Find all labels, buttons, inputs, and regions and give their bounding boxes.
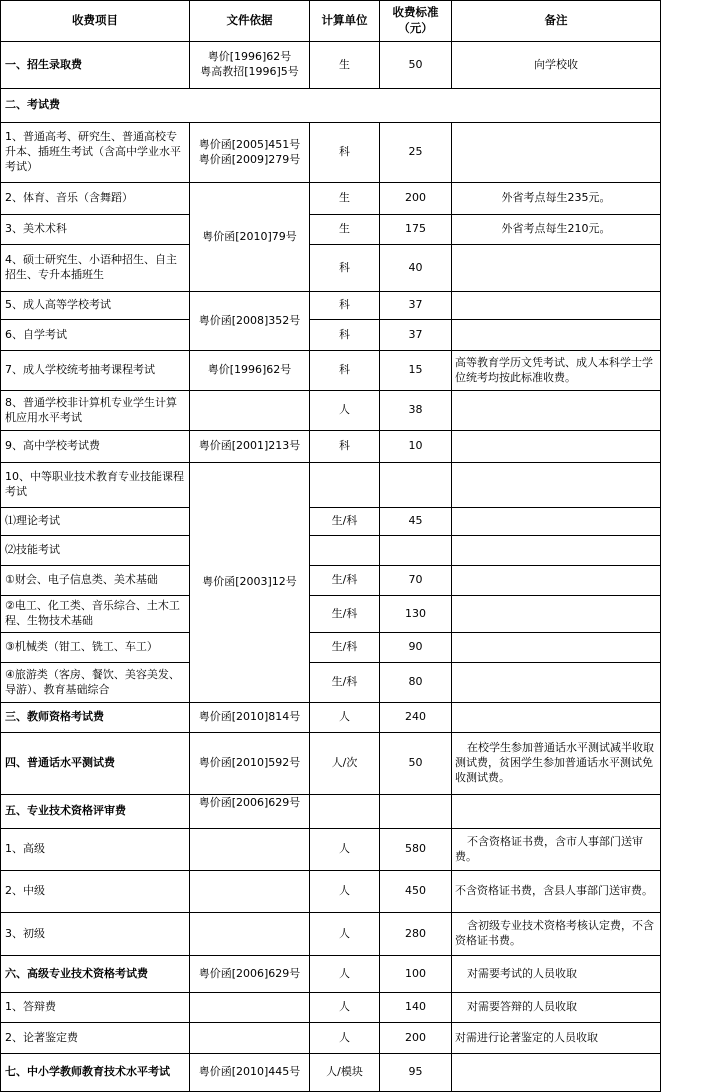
remark-cell: [452, 292, 661, 320]
standard-cell: 200: [380, 1023, 452, 1054]
remark-cell: [452, 596, 661, 633]
remark-cell: 对需要答辩的人员收取: [452, 993, 661, 1023]
remark-cell: 高等教育学历文凭考试、成人本科学士学位统考均按此标准收费。: [452, 351, 661, 391]
item-cell: ⑵技能考试: [1, 536, 190, 566]
standard-cell: 580: [380, 829, 452, 871]
item-cell: 五、专业技术资格评审费: [1, 795, 190, 829]
standard-cell: 38: [380, 391, 452, 431]
unit-cell: [310, 795, 380, 829]
item-cell: 2、中级: [1, 871, 190, 913]
standard-cell: [380, 795, 452, 829]
table-row: [1, 596, 661, 633]
standard-cell: 280: [380, 913, 452, 956]
item-cell: 六、高级专业技术资格考试费: [1, 956, 190, 993]
remark-cell: [452, 795, 661, 829]
table-row: [1, 536, 661, 566]
basis-cell: [190, 391, 310, 431]
table-row: [1, 391, 661, 431]
unit-cell: 科: [310, 320, 380, 351]
header-basis: 文件依据: [190, 1, 310, 42]
item-cell: 1、高级: [1, 829, 190, 871]
table-row: [1, 829, 661, 871]
table-row: [1, 215, 661, 245]
standard-cell: 15: [380, 351, 452, 391]
table-row: [1, 663, 661, 703]
unit-cell: 生/科: [310, 663, 380, 703]
header-remark: 备注: [452, 1, 661, 42]
item-cell: ④旅游类（客房、餐饮、美容美发、导游）、教育基础综合: [1, 663, 190, 703]
item-cell: 8、普通学校非计算机专业学生计算机应用水平考试: [1, 391, 190, 431]
table-row: [1, 1023, 661, 1054]
standard-cell: 50: [380, 42, 452, 89]
table-row: [1, 633, 661, 663]
item-cell: 6、自学考试: [1, 320, 190, 351]
remark-cell: 外省考点每生210元。: [452, 215, 661, 245]
unit-cell: 科: [310, 292, 380, 320]
unit-cell: 科: [310, 123, 380, 183]
unit-cell: 生/科: [310, 566, 380, 596]
standard-cell: 70: [380, 566, 452, 596]
remark-cell: [452, 1054, 661, 1092]
basis-cell: [190, 993, 310, 1023]
remark-cell: [452, 320, 661, 351]
item-cell: ③机械类（钳工、铣工、车工）: [1, 633, 190, 663]
standard-cell: 90: [380, 633, 452, 663]
unit-cell: 生/科: [310, 596, 380, 633]
unit-cell: 人/次: [310, 733, 380, 795]
table-row: [1, 292, 661, 320]
table-row: [1, 245, 661, 292]
table-row: [1, 871, 661, 913]
unit-cell: 人/模块: [310, 1054, 380, 1092]
section-row: [1, 89, 661, 123]
basis-cell: 粤价函[2010]592号: [190, 733, 310, 795]
basis-cell: [190, 829, 310, 871]
basis-cell: 粤价函[2001]213号: [190, 431, 310, 463]
remark-cell: 不含资格证书费，含市人事部门送审费。: [452, 829, 661, 871]
remark-cell: [452, 703, 661, 733]
table-row: [1, 431, 661, 463]
remark-cell: [452, 566, 661, 596]
basis-cell: 粤价[1996]62号 粤高教招[1996]5号: [190, 42, 310, 89]
remark-cell: [452, 431, 661, 463]
item-cell: 2、体育、音乐（含舞蹈）: [1, 183, 190, 215]
unit-cell: [310, 536, 380, 566]
remark-cell: [452, 391, 661, 431]
standard-cell: 450: [380, 871, 452, 913]
table-row: [1, 733, 661, 795]
standard-cell: 37: [380, 292, 452, 320]
unit-cell: 生: [310, 183, 380, 215]
basis-cell: 粤价函[2005]451号 粤价函[2009]279号: [190, 123, 310, 183]
item-cell: ⑴理论考试: [1, 508, 190, 536]
standard-cell: 45: [380, 508, 452, 536]
item-cell: 三、教师资格考试费: [1, 703, 190, 733]
unit-cell: 人: [310, 1023, 380, 1054]
unit-cell: 科: [310, 431, 380, 463]
table-row: [1, 566, 661, 596]
item-cell: 7、成人学校统考抽考课程考试: [1, 351, 190, 391]
table-row: [1, 703, 661, 733]
header-row: [1, 1, 661, 42]
item-cell: 2、论著鉴定费: [1, 1023, 190, 1054]
standard-cell: 80: [380, 663, 452, 703]
remark-cell: 对需要考试的人员收取: [452, 956, 661, 993]
item-cell: 10、中等职业技术教育专业技能课程考试: [1, 463, 190, 508]
table-row: [1, 508, 661, 536]
table-row: [1, 1054, 661, 1092]
remark-cell: [452, 633, 661, 663]
unit-cell: 生/科: [310, 633, 380, 663]
basis-cell: 粤价函[2010]79号: [190, 183, 310, 292]
unit-cell: 生: [310, 42, 380, 89]
section-heading: 二、考试费: [1, 89, 661, 123]
standard-cell: 25: [380, 123, 452, 183]
item-cell: 3、初级: [1, 913, 190, 956]
table-row: [1, 993, 661, 1023]
basis-cell: 粤价函[2006]629号: [190, 795, 310, 829]
unit-cell: [310, 463, 380, 508]
item-cell: 5、成人高等学校考试: [1, 292, 190, 320]
header-standard: 收费标准（元）: [380, 1, 452, 42]
table-row: [1, 42, 661, 89]
unit-cell: 科: [310, 245, 380, 292]
basis-cell: 粤价函[2006]629号: [190, 956, 310, 993]
unit-cell: 人: [310, 956, 380, 993]
unit-cell: 人: [310, 913, 380, 956]
remark-cell: [452, 245, 661, 292]
table-row: [1, 320, 661, 351]
basis-cell: 粤价函[2003]12号: [190, 463, 310, 703]
unit-cell: 人: [310, 703, 380, 733]
item-cell: 1、普通高考、研究生、普通高校专升本、插班生考试（含高中学业水平考试）: [1, 123, 190, 183]
remark-cell: 外省考点每生235元。: [452, 183, 661, 215]
basis-cell: 粤价[1996]62号: [190, 351, 310, 391]
table-row: [1, 463, 661, 508]
standard-cell: 100: [380, 956, 452, 993]
table-row: [1, 123, 661, 183]
remark-cell: [452, 508, 661, 536]
table-row: [1, 913, 661, 956]
remark-cell: 对需进行论著鉴定的人员收取: [452, 1023, 661, 1054]
remark-cell: [452, 463, 661, 508]
item-cell: ①财会、电子信息类、美术基础: [1, 566, 190, 596]
header-item: 收费项目: [1, 1, 190, 42]
item-cell: 4、硕士研究生、小语种招生、自主招生、专升本插班生: [1, 245, 190, 292]
unit-cell: 人: [310, 871, 380, 913]
standard-cell: [380, 536, 452, 566]
remark-cell: 向学校收: [452, 42, 661, 89]
remark-cell: 不含资格证书费，含县人事部门送审费。: [452, 871, 661, 913]
item-cell: 四、普通话水平测试费: [1, 733, 190, 795]
unit-cell: 人: [310, 993, 380, 1023]
table-row: [1, 183, 661, 215]
standard-cell: 37: [380, 320, 452, 351]
item-cell: 9、高中学校考试费: [1, 431, 190, 463]
standard-cell: 200: [380, 183, 452, 215]
standard-cell: 240: [380, 703, 452, 733]
standard-cell: 40: [380, 245, 452, 292]
table-row: [1, 956, 661, 993]
item-cell: 1、答辩费: [1, 993, 190, 1023]
item-cell: 七、中小学教师教育技术水平考试: [1, 1054, 190, 1092]
basis-cell: 粤价函[2010]445号: [190, 1054, 310, 1092]
remark-cell: 在校学生参加普通话水平测试减半收取测试费，贫困学生参加普通话水平测试免收测试费。: [452, 733, 661, 795]
standard-cell: 95: [380, 1054, 452, 1092]
unit-cell: 人: [310, 829, 380, 871]
item-cell: 3、美术术科: [1, 215, 190, 245]
standard-cell: 50: [380, 733, 452, 795]
basis-cell: 粤价函[2008]352号: [190, 292, 310, 351]
standard-cell: 10: [380, 431, 452, 463]
remark-cell: [452, 663, 661, 703]
unit-cell: 人: [310, 391, 380, 431]
basis-cell: [190, 1023, 310, 1054]
remark-cell: [452, 123, 661, 183]
header-unit: 计算单位: [310, 1, 380, 42]
standard-cell: 175: [380, 215, 452, 245]
basis-cell: [190, 871, 310, 913]
unit-cell: 生: [310, 215, 380, 245]
table-row: [1, 351, 661, 391]
unit-cell: 科: [310, 351, 380, 391]
standard-cell: 130: [380, 596, 452, 633]
unit-cell: 生/科: [310, 508, 380, 536]
standard-cell: [380, 463, 452, 508]
remark-cell: [452, 536, 661, 566]
basis-cell: [190, 913, 310, 956]
table-row: [1, 795, 661, 829]
basis-cell: 粤价函[2010]814号: [190, 703, 310, 733]
remark-cell: 含初级专业技术资格考核认定费，不含资格证书费。: [452, 913, 661, 956]
item-cell: 一、招生录取费: [1, 42, 190, 89]
item-cell: ②电工、化工类、音乐综合、土木工程、生物技术基础: [1, 596, 190, 633]
standard-cell: 140: [380, 993, 452, 1023]
